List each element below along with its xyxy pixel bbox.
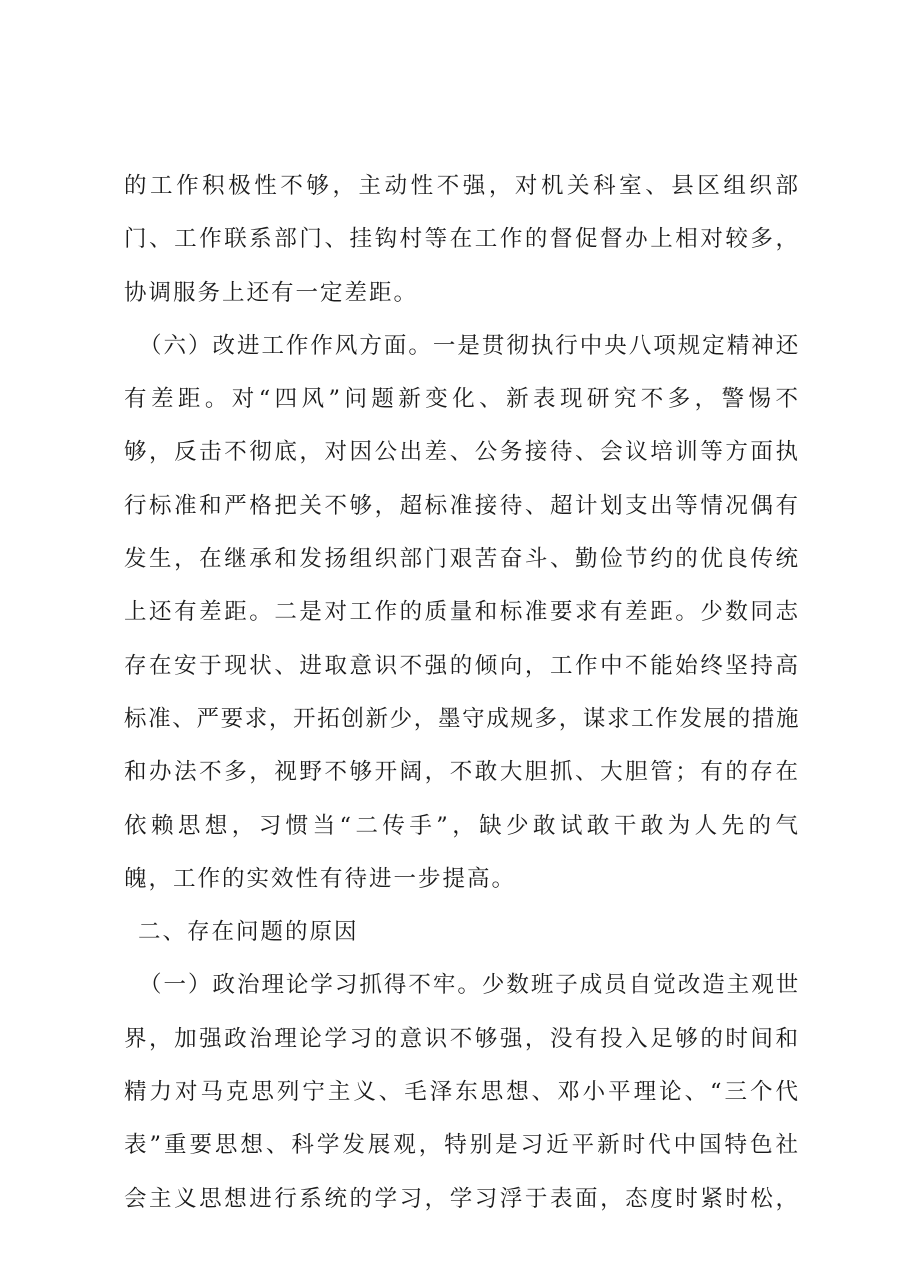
paragraph-theory-study — [124, 959, 800, 1225]
text-line: 够，反击不彻底，对因公出差、公务接待、会议培训等方面执 — [124, 439, 800, 466]
text-line: 依赖思想，习惯当“二传手”，缺少敢试敢干敢为人先的气 — [124, 812, 800, 839]
text-line: （一）政治理论学习抓得不牢。少数班子成员自觉改造主观世 — [139, 972, 800, 999]
text-line: 和办法不多，视野不够开阔，不敢大胆抓、大胆管；有的存在 — [124, 759, 800, 786]
text-line: 发生，在继承和发扬组织部门艰苦奋斗、勤俭节约的优良传统 — [124, 546, 800, 573]
text-line: 会主义思想进行系统的学习，学习浮于表面，态度时紧时松， — [124, 1185, 800, 1212]
text-line: 魄，工作的实效性有待进一步提高。 — [124, 865, 517, 892]
text-line: 存在安于现状、进取意识不强的倾向，工作中不能始终坚持高 — [124, 652, 800, 679]
text-line: 行标准和严格把关不够，超标准接待、超计划支出等情况偶有 — [124, 492, 800, 519]
paragraph-continuation — [124, 160, 800, 320]
text-line: 协调服务上还有一定差距。 — [124, 279, 419, 306]
text-line: （六）改进工作作风方面。一是贯彻执行中央八项规定精神还 — [139, 332, 800, 359]
text-line: 标准、严要求，开拓创新少，墨守成规多，谋求工作发展的措施 — [124, 705, 800, 732]
text-line: 上还有差距。二是对工作的质量和标准要求有差距。少数同志 — [124, 599, 800, 626]
section-heading — [124, 906, 800, 959]
heading-text: 二、存在问题的原因 — [138, 919, 359, 946]
text-line: 的工作积极性不够，主动性不强，对机关科室、县区组织部 — [124, 173, 800, 199]
text-line: 有差距。对“四风”问题新变化、新表现研究不多，警惕不 — [124, 386, 800, 413]
text-line: 界，加强政治理论学习的意识不够强，没有投入足够的时间和 — [124, 1025, 800, 1052]
document-body — [124, 160, 800, 1226]
text-line: 精力对马克思列宁主义、毛泽东思想、邓小平理论、“三个代 — [124, 1079, 800, 1106]
paragraph-work-style — [124, 320, 800, 906]
text-line: 门、工作联系部门、挂钩村等在工作的督促督办上相对较多， — [124, 226, 800, 253]
text-line: 表”重要思想、科学发展观，特别是习近平新时代中国特色社 — [124, 1132, 800, 1159]
